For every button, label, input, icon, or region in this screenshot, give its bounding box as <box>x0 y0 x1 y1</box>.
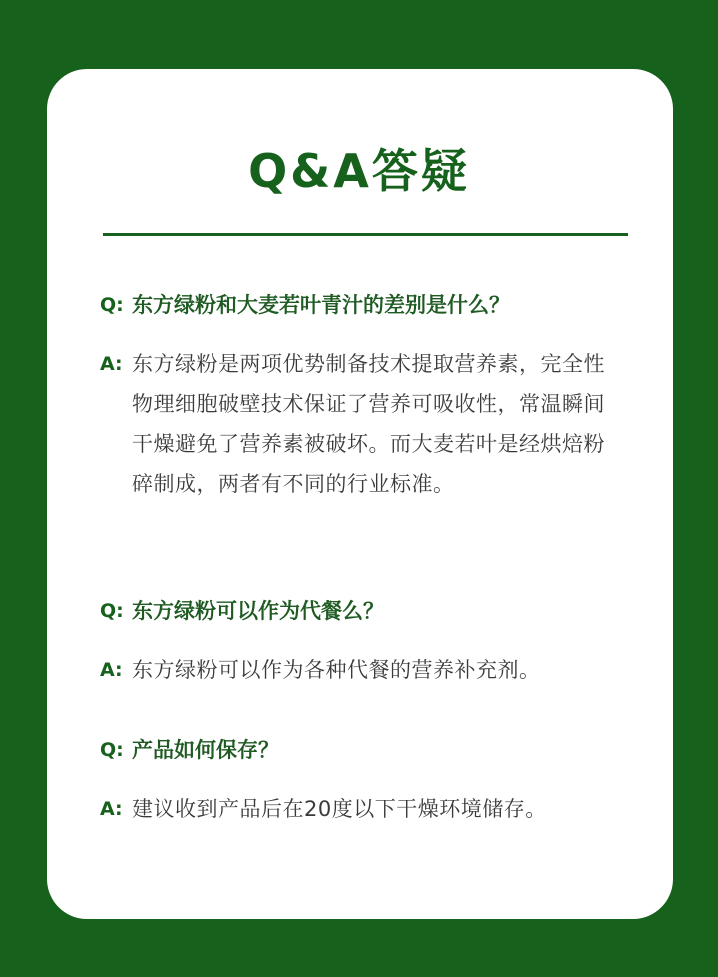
answer-text: 建议收到产品后在20度以下干燥环境储存。 <box>132 797 547 821</box>
question-marker: Q: <box>100 739 124 761</box>
question-marker: Q: <box>100 294 124 316</box>
answer-text: 东方绿粉是两项优势制备技术提取营养素，完全性物理细胞破壁技术保证了营养可吸收性，常温瞬间干燥避免了营养素被破坏。而大麦若叶是经烘焙粉碎制成，两者有不同的行业标准。 <box>132 352 605 496</box>
answer-marker: A: <box>100 798 123 820</box>
page-title: Q&A答疑 <box>248 144 470 198</box>
question-text: 东方绿粉和大麦若叶青汁的差别是什么？ <box>132 293 510 317</box>
qa-item-3 <box>100 733 640 829</box>
question-row <box>100 733 640 767</box>
qa-item-1 <box>100 288 640 504</box>
title-divider <box>103 233 628 236</box>
question-text: 产品如何保存？ <box>132 738 279 762</box>
answer-marker: A: <box>100 659 123 681</box>
answer-row <box>100 650 640 690</box>
question-row <box>100 288 640 322</box>
qa-item-2 <box>100 594 640 690</box>
question-row <box>100 594 640 628</box>
answer-row <box>100 344 640 504</box>
question-text: 东方绿粉可以作为代餐么？ <box>132 599 384 623</box>
answer-marker: A: <box>100 353 123 375</box>
question-marker: Q: <box>100 600 124 622</box>
answer-text: 东方绿粉可以作为各种代餐的营养补充剂。 <box>132 658 541 682</box>
answer-row <box>100 789 640 829</box>
